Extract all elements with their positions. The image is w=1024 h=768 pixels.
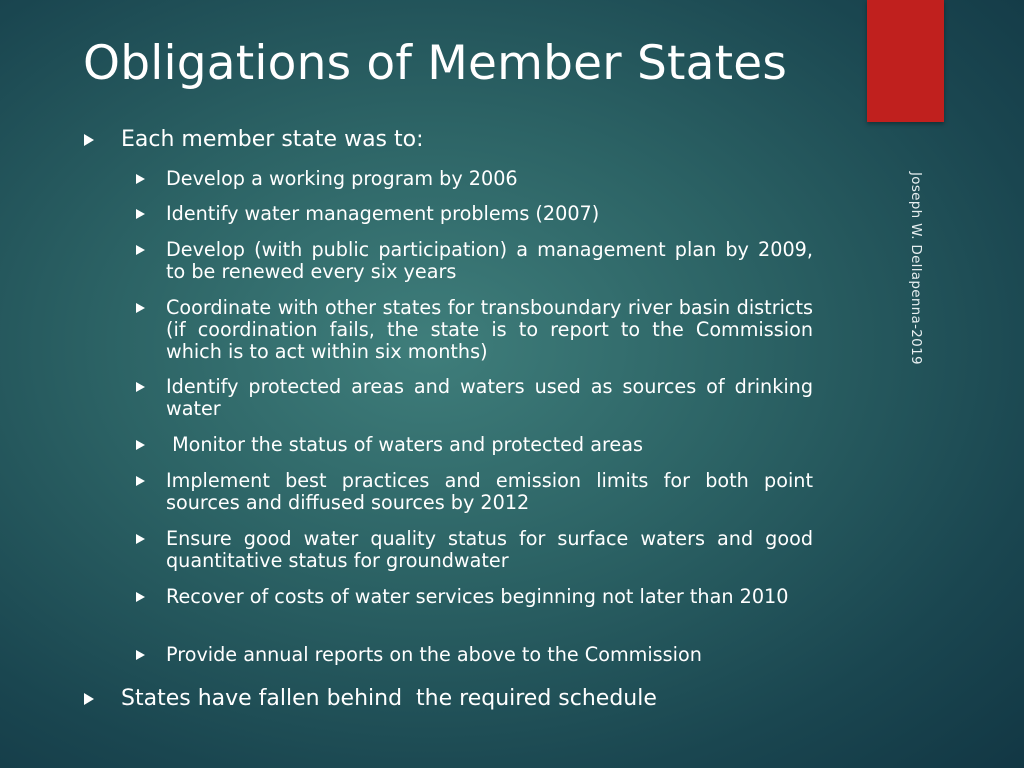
slide-title: Obligations of Member States bbox=[83, 36, 788, 91]
list-item-text: Develop (with public participation) a management plan by 2009, to be renewed every six years bbox=[166, 238, 813, 283]
list-item bbox=[136, 239, 816, 283]
list-item bbox=[136, 376, 816, 420]
list-item-text: Develop a working program by 2006 bbox=[166, 167, 518, 190]
bullet-arrow-icon bbox=[136, 440, 145, 450]
list-item-text: Provide annual reports on the above to the Commission bbox=[166, 643, 702, 666]
list-item bbox=[136, 434, 816, 456]
bullet-arrow-icon bbox=[136, 476, 145, 486]
list-item-text: Implement best practices and emission limits for both point sources and diffused sources by 2012 bbox=[166, 469, 813, 514]
list-item-text: Ensure good water quality status for surface waters and good quantitative status for groundwater bbox=[166, 527, 813, 572]
list-item bbox=[136, 203, 816, 225]
bullet-arrow-icon bbox=[136, 209, 145, 219]
bullet-arrow-icon bbox=[136, 174, 145, 184]
list-item-text: Recover of costs of water services beginning not later than 2010 bbox=[166, 585, 789, 608]
list-item bbox=[136, 528, 816, 572]
bullet-arrow-icon bbox=[136, 303, 145, 313]
list-item-text: Monitor the status of waters and protected areas bbox=[166, 433, 643, 456]
bullet-arrow-icon bbox=[136, 650, 145, 660]
bullet-arrow-icon bbox=[136, 245, 145, 255]
list-item bbox=[136, 644, 816, 666]
accent-bar bbox=[867, 0, 944, 122]
list-item bbox=[136, 586, 816, 608]
bullet-closing-text: States have fallen behind the required schedule bbox=[121, 686, 657, 711]
list-item-text: Coordinate with other states for transboundary river basin districts (if coordination fails, the state is to report to the Commission which is to act within six months) bbox=[166, 296, 813, 363]
bullet-arrow-icon bbox=[136, 592, 145, 602]
bullet-intro-text: Each member state was to: bbox=[121, 127, 424, 152]
author-sidebar: Joseph W. Dellapenna-2019 bbox=[908, 172, 924, 365]
list-item bbox=[136, 297, 816, 363]
bullet-arrow-icon bbox=[84, 134, 94, 146]
bullet-arrow-icon bbox=[136, 382, 145, 392]
bullet-arrow-icon bbox=[84, 693, 94, 705]
list-item bbox=[136, 470, 816, 514]
list-item-text: Identify water management problems (2007) bbox=[166, 202, 600, 225]
bullet-arrow-icon bbox=[136, 534, 145, 544]
list-item bbox=[136, 168, 816, 190]
list-item-text: Identify protected areas and waters used as sources of drinking water bbox=[166, 375, 813, 420]
